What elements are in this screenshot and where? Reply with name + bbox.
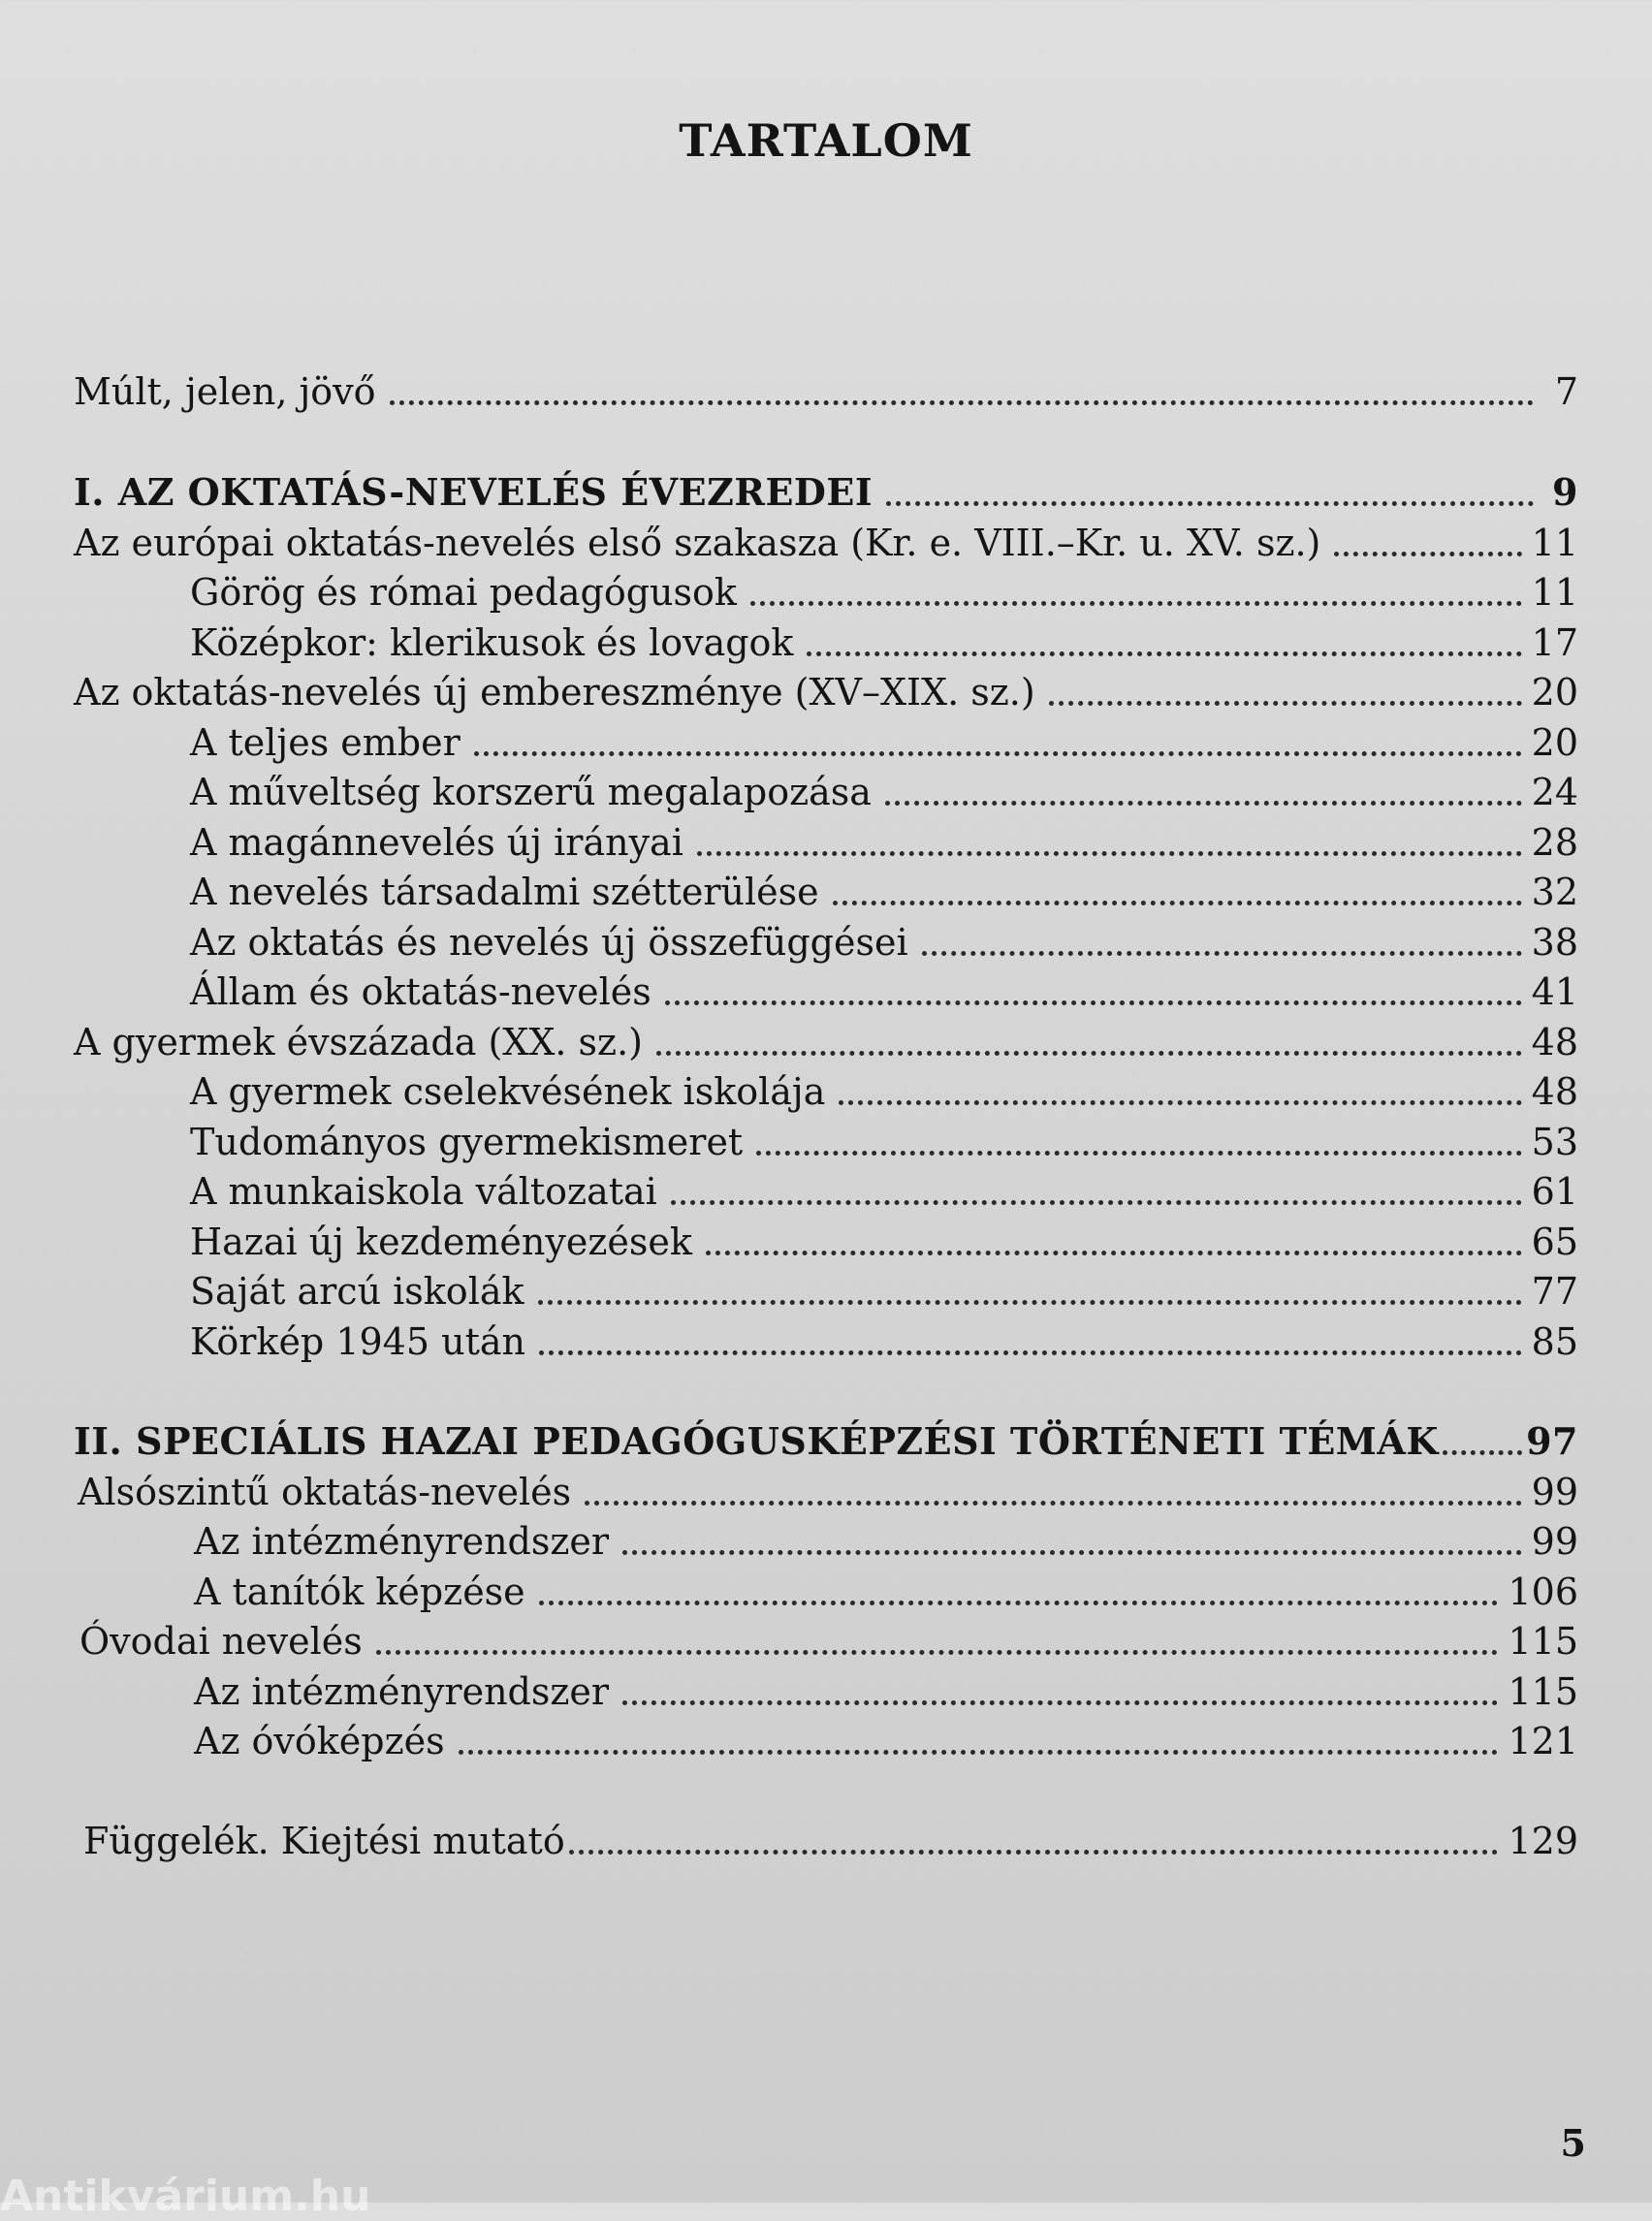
dot-leader	[886, 501, 1534, 506]
toc-entry-label: Saját arcú iskolák	[190, 1270, 524, 1313]
dot-leader	[839, 1100, 1521, 1105]
toc-section	[190, 618, 1578, 668]
toc-entry-label: Az intézményrendszer	[194, 1520, 610, 1563]
toc-entry-label: Óvodai nevelés	[79, 1620, 363, 1663]
toc-entry-page: 38	[1531, 921, 1578, 964]
toc-entry-label: Állam és oktatás-nevelés	[190, 970, 651, 1013]
dot-leader	[585, 1501, 1522, 1506]
toc-entry-page: 20	[1531, 671, 1578, 714]
dot-leader	[1049, 701, 1522, 706]
toc-entry-label: A teljes ember	[190, 721, 461, 764]
watermark: Antikvárium.hu	[0, 2172, 371, 2221]
toc-part-1	[74, 467, 1578, 518]
toc-entry-label: Körkép 1945 után	[190, 1320, 525, 1363]
toc-section	[190, 717, 1578, 768]
dot-leader	[390, 400, 1534, 405]
toc-entry-appendix	[83, 1816, 1578, 1866]
toc-entry-page: 32	[1531, 871, 1578, 913]
page-number: 5	[1560, 2121, 1586, 2165]
dot-leader	[376, 1650, 1499, 1655]
toc-entry-page: 99	[1531, 1471, 1578, 1513]
dot-leader	[622, 1700, 1498, 1705]
toc-entry-label: A tanítók képzése	[194, 1571, 525, 1613]
toc-section	[194, 1516, 1578, 1567]
toc-entry-page: 48	[1531, 1070, 1578, 1113]
dot-leader	[665, 1000, 1522, 1005]
toc-section	[190, 1317, 1578, 1367]
dot-leader	[697, 851, 1522, 856]
toc-entry-page: 24	[1531, 771, 1578, 813]
dot-leader	[538, 1300, 1522, 1305]
dot-leader	[750, 601, 1522, 606]
dot-leader	[756, 1151, 1521, 1156]
toc-section	[194, 1567, 1578, 1617]
dot-leader	[656, 1051, 1522, 1056]
toc-entry-label: A nevelés társadalmi szétterülése	[190, 871, 819, 913]
toc-entry-page: 99	[1531, 1520, 1578, 1563]
toc-section	[194, 1666, 1578, 1717]
toc-entry-label: Hazai új kezdeményezések	[190, 1221, 692, 1263]
dot-leader	[807, 651, 1521, 656]
toc-entry-page: 17	[1531, 621, 1578, 664]
toc-section	[190, 867, 1578, 917]
toc-entry-page: 53	[1531, 1121, 1578, 1163]
toc-entry-page: 65	[1531, 1221, 1578, 1263]
toc-section	[190, 1166, 1578, 1217]
toc-section	[190, 917, 1578, 968]
dot-leader	[539, 1601, 1499, 1605]
dot-leader	[922, 951, 1522, 956]
toc-entry-label: I. AZ OKTATÁS-NEVELÉS ÉVEZREDEI	[74, 470, 874, 514]
dot-leader	[622, 1550, 1522, 1555]
toc-entry-page: 20	[1531, 721, 1578, 764]
toc-entry-page: 121	[1508, 1720, 1578, 1762]
toc-entry-page: 61	[1531, 1170, 1578, 1213]
toc-entry-page: 97	[1526, 1419, 1578, 1463]
dot-leader	[459, 1750, 1499, 1755]
toc-entry-page: 106	[1508, 1571, 1578, 1613]
toc-entry-label: A gyermek évszázada (XX. sz.)	[74, 1021, 643, 1063]
dot-leader	[1334, 552, 1521, 556]
toc-entry-page: 9	[1552, 470, 1578, 514]
dot-leader	[885, 801, 1522, 806]
toc-entry-page: 115	[1508, 1620, 1578, 1663]
toc-entry-label: Múlt, jelen, jövő	[74, 370, 376, 413]
dot-leader	[474, 751, 1522, 756]
toc-chapter	[78, 1467, 1578, 1517]
toc-section	[190, 1066, 1578, 1117]
toc-entry-label: A műveltség korszerű megalapozása	[190, 771, 872, 813]
toc-entry-label: Az oktatás-nevelés új embereszménye (XV–XIX. sz.)	[74, 671, 1035, 714]
toc-section	[190, 1117, 1578, 1167]
toc-entry-label: Alsószintű oktatás-nevelés	[78, 1471, 572, 1513]
toc-entry-page: 85	[1531, 1320, 1578, 1363]
toc-chapter	[74, 667, 1578, 717]
toc-section	[190, 567, 1578, 618]
toc-entry-label: Az oktatás és nevelés új összefüggései	[190, 921, 908, 964]
toc-entry-label: Függelék. Kiejtési mutató	[83, 1820, 565, 1862]
dot-leader	[833, 901, 1522, 905]
dot-leader	[1443, 1450, 1522, 1455]
toc-entry-label: A gyermek cselekvésének iskolája	[190, 1070, 826, 1113]
toc-entry-page: 41	[1531, 970, 1578, 1013]
page-title: TARTALOM	[679, 114, 973, 167]
toc-entry-label: Tudományos gyermekismeret	[190, 1121, 744, 1163]
toc-entry-label: Görög és római pedagógusok	[190, 571, 737, 614]
toc-entry-label: Középkor: klerikusok és lovagok	[190, 621, 794, 664]
toc-entry-page: 28	[1531, 821, 1578, 864]
toc-section	[194, 1716, 1578, 1766]
toc-entry-label: Az európai oktatás-nevelés első szakasza (Kr. e. VIII.–Kr. u. XV. sz.)	[74, 522, 1321, 564]
toc-entry-label: Az óvóképzés	[194, 1720, 445, 1762]
toc-entry-intro	[74, 366, 1578, 417]
toc-chapter	[74, 518, 1578, 568]
toc-entry-label: Az intézményrendszer	[194, 1670, 610, 1713]
dot-leader	[671, 1200, 1522, 1205]
toc-section	[190, 817, 1578, 868]
toc-section	[190, 767, 1578, 817]
dot-leader	[539, 1350, 1522, 1355]
toc-section	[190, 1217, 1578, 1267]
toc-entry-page: 7	[1554, 370, 1578, 413]
dot-leader	[569, 1850, 1499, 1855]
toc-section	[190, 967, 1578, 1017]
toc-entry-page: 129	[1508, 1820, 1578, 1862]
toc-part-2	[74, 1416, 1578, 1467]
toc-entry-label: II. SPECIÁLIS HAZAI PEDAGÓGUSKÉPZÉSI TÖRTÉNETI TÉMÁK	[74, 1419, 1439, 1463]
toc-entry-label: A magánnevelés új irányai	[190, 821, 683, 864]
toc-entry-page: 115	[1508, 1670, 1578, 1713]
toc-entry-page: 11	[1531, 522, 1578, 564]
toc-chapter	[74, 1017, 1578, 1067]
dot-leader	[706, 1251, 1522, 1255]
toc-entry-page: 48	[1531, 1021, 1578, 1063]
toc-section	[190, 1266, 1578, 1317]
toc-entry-label: A munkaiskola változatai	[190, 1170, 657, 1213]
toc-entry-page: 77	[1531, 1270, 1578, 1313]
toc-chapter	[79, 1616, 1578, 1666]
toc-entry-page: 11	[1531, 571, 1578, 614]
